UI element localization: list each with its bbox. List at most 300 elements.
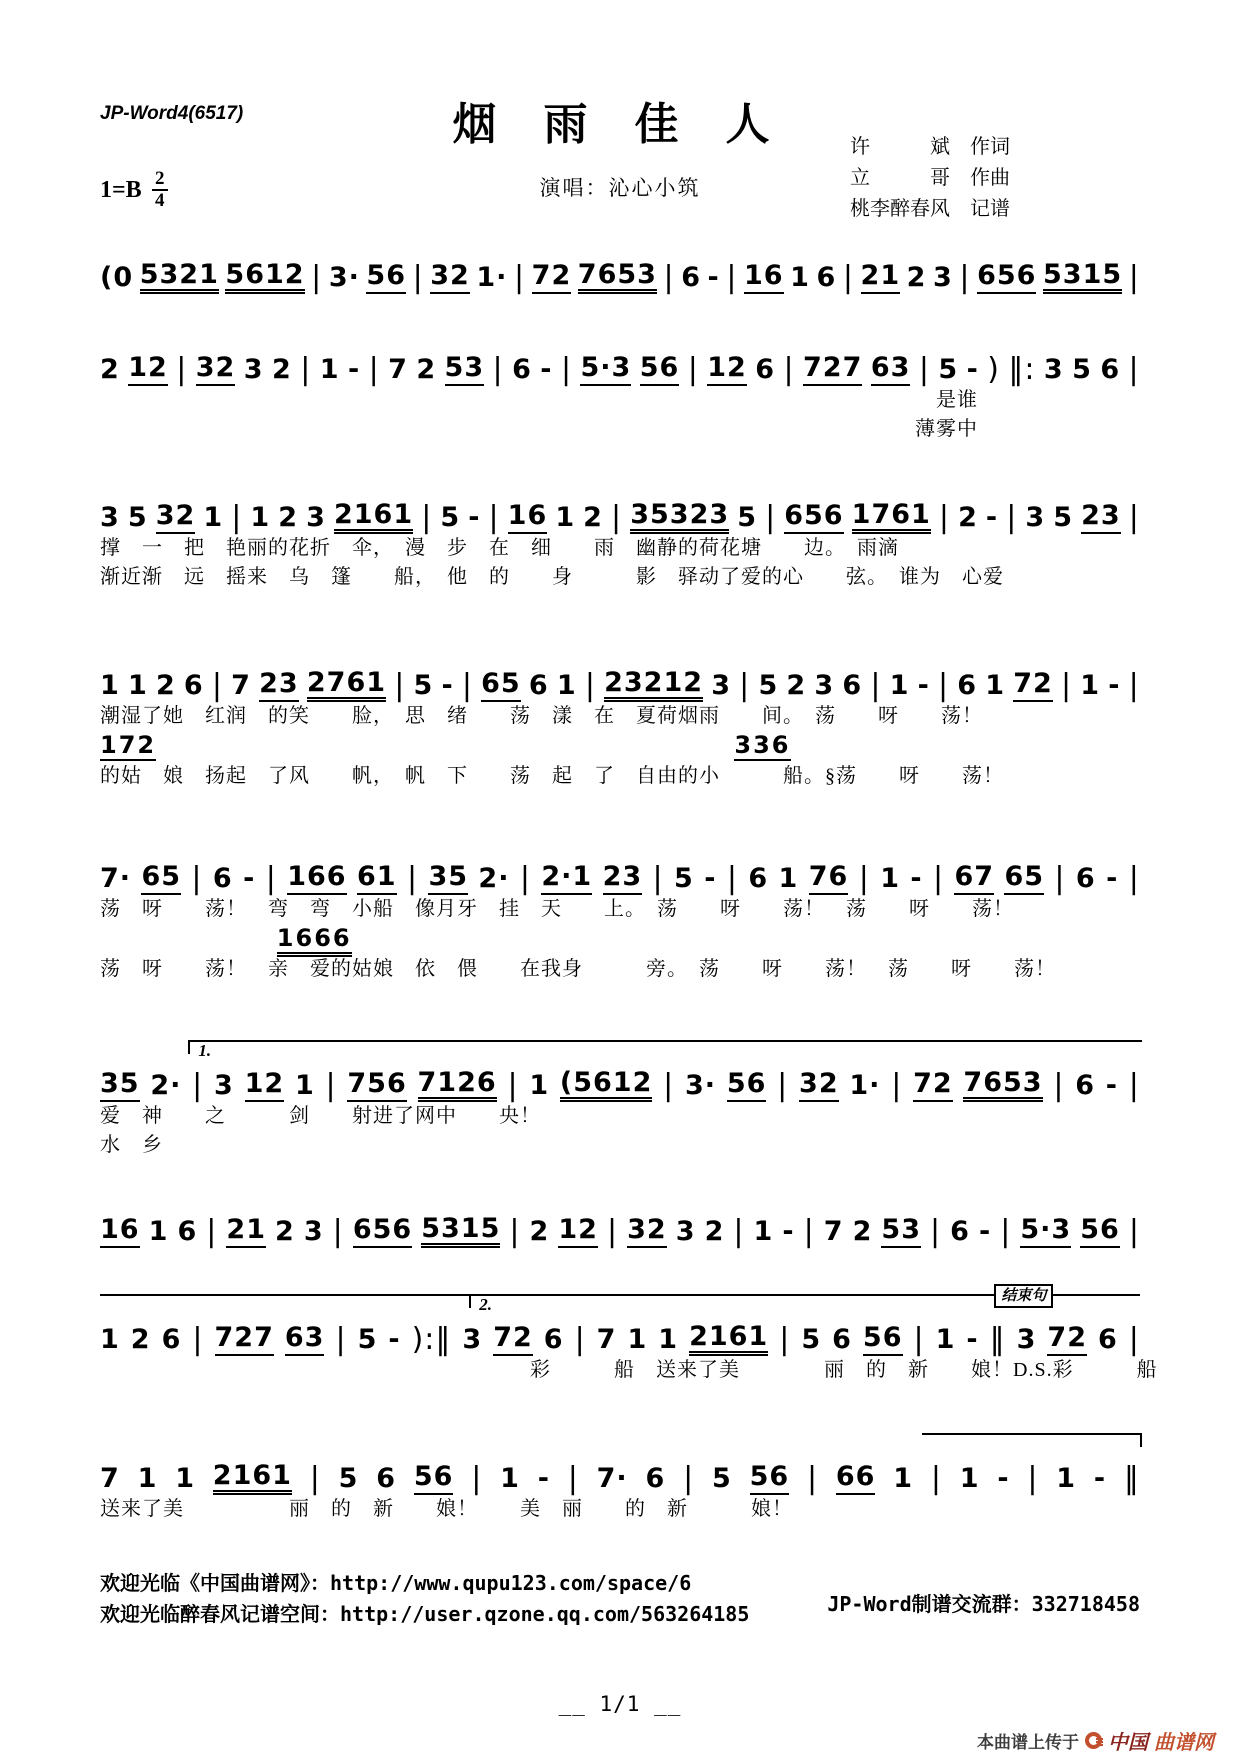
- note-token: 2761: [307, 669, 386, 702]
- footer-urls: [100, 1568, 749, 1630]
- note-token: 3: [814, 670, 835, 701]
- barline: -: [978, 1216, 992, 1247]
- music-system: [100, 849, 1140, 984]
- barline: -: [917, 670, 930, 701]
- note-token: 2·1: [541, 863, 592, 895]
- time-signature: [152, 170, 168, 210]
- note-token: 756: [347, 1070, 406, 1102]
- note-token: 35323: [630, 501, 729, 534]
- barline: -: [540, 354, 553, 385]
- barline: ‖: [989, 1322, 1006, 1357]
- note-token: 1: [790, 262, 810, 293]
- watermark: [977, 1726, 1214, 1754]
- barline: |: [1128, 1214, 1140, 1249]
- lyric-line: 撑 一 把 艳丽的花折 伞， 漫 步 在 细 雨 幽静的荷花塘 边。 雨滴: [100, 537, 899, 559]
- note-token: 6: [645, 1463, 666, 1494]
- barline: |: [687, 352, 699, 387]
- note-token: 61: [357, 863, 397, 895]
- note-token: 2: [786, 670, 807, 701]
- barline: |: [206, 1214, 218, 1249]
- note-token: 1: [935, 1324, 956, 1355]
- note-token: 2: [100, 354, 120, 385]
- barline: |: [191, 861, 203, 896]
- barline: |: [803, 1214, 815, 1249]
- ossia-note: 172: [100, 731, 157, 759]
- note-token: 2: [416, 354, 437, 385]
- note-token: 1: [959, 1463, 980, 1494]
- note-token: 3: [711, 670, 731, 701]
- barline: -: [910, 863, 923, 894]
- barline: -: [782, 1216, 795, 1247]
- note-token: 32: [799, 1070, 839, 1102]
- volta-row: [100, 1282, 1140, 1314]
- note-token: 53: [445, 354, 485, 386]
- barline: |: [733, 1214, 745, 1249]
- note-token: 5: [1053, 502, 1074, 533]
- note-token: 72: [1013, 670, 1053, 702]
- music-line: [100, 1449, 1140, 1495]
- note-token: 1: [1056, 1463, 1077, 1494]
- note-token: 56: [366, 262, 406, 294]
- note-token: (0: [100, 262, 134, 293]
- note-token: 6: [161, 1324, 182, 1355]
- note-token: 65: [481, 670, 521, 702]
- note-token: 1: [250, 502, 271, 533]
- note-token: 6: [376, 1463, 397, 1494]
- composer-credit: 立 哥 作曲: [850, 167, 1010, 189]
- key-signature: [100, 170, 168, 210]
- note-token: 7: [388, 354, 408, 385]
- note-token: 72: [532, 262, 572, 294]
- note-token: 3: [303, 1216, 324, 1247]
- barline: |: [726, 861, 738, 896]
- barline: -: [966, 1324, 979, 1355]
- note-token: 1: [294, 1070, 315, 1101]
- lyric-line: 荡 呀 荡！ 亲 爱的姑娘 依 偎 在我身 旁。 荡 呀 荡！ 荡 呀 荡！: [100, 958, 1056, 980]
- barline: -: [468, 502, 481, 533]
- note-token: 7: [823, 1216, 844, 1247]
- lyric-line: 彩 船 送来了美 丽 的 新 娘！D.S.彩 船: [530, 1359, 1158, 1381]
- note-token: 1: [127, 670, 148, 701]
- note-token: 32: [156, 502, 196, 534]
- volta-row: [100, 1028, 1140, 1060]
- barline: |: [265, 861, 277, 896]
- lyric-line: 是谁: [936, 389, 978, 411]
- barline: |: [652, 861, 664, 896]
- note-token: 727: [215, 1324, 274, 1356]
- barline: |: [959, 260, 971, 295]
- performer-line: 演唱：沁心小筑: [539, 176, 701, 200]
- barline: |: [726, 260, 738, 295]
- watermark-brand-primary: 中国: [1108, 1732, 1148, 1754]
- note-token: 65: [141, 863, 181, 895]
- note-token: 1: [889, 670, 910, 701]
- transcriber-credit: 桃李醉春风 记谱: [850, 198, 1010, 220]
- ossia-note: 336: [734, 731, 791, 759]
- volta-label: 1.: [198, 1041, 212, 1060]
- barline: |: [1128, 668, 1140, 703]
- barline: |: [211, 668, 223, 703]
- note-token: 656: [977, 262, 1036, 294]
- barline: |: [567, 1461, 579, 1496]
- note-token: 7653: [963, 1069, 1042, 1102]
- barline: |: [394, 668, 406, 703]
- ending-phrase-bracket: [994, 1288, 1140, 1308]
- key-label: 1=B: [100, 176, 142, 203]
- note-token: 2: [852, 1216, 873, 1247]
- note-token: 1: [319, 354, 340, 385]
- note-token: 32: [627, 1216, 667, 1248]
- barline: |: [606, 1214, 619, 1249]
- note-token: 1: [985, 670, 1006, 701]
- barline: |: [1128, 1068, 1140, 1103]
- note-token: 3: [1025, 502, 1046, 533]
- note-token: 56: [1080, 1216, 1120, 1248]
- barline: |: [560, 352, 573, 387]
- barline: |: [1027, 1461, 1039, 1496]
- note-token: 1·: [476, 262, 508, 293]
- note-token: 3: [100, 502, 120, 533]
- note-token: 1: [893, 1463, 914, 1494]
- barline: -: [388, 1324, 401, 1355]
- barline: |: [421, 500, 433, 535]
- note-token: 5: [413, 670, 434, 701]
- music-system: [100, 1202, 1140, 1248]
- note-token: 3: [243, 354, 264, 385]
- barline: |: [1000, 1214, 1012, 1249]
- note-token: 5: [711, 1463, 732, 1494]
- note-token: 656: [353, 1216, 412, 1248]
- note-token: 2: [529, 1216, 550, 1247]
- barline: |: [325, 1068, 337, 1103]
- note-token: 6: [177, 1216, 198, 1247]
- note-token: 56: [727, 1070, 767, 1102]
- note-token: 6: [832, 1324, 852, 1355]
- note-token: 6: [528, 670, 549, 701]
- qupu-logo-icon: [1085, 1732, 1102, 1749]
- lyric-line: 潮湿了她 红润 的笑 脸， 思 绪 荡 漾 在 夏荷烟雨 间。 荡 呀 荡！: [100, 705, 983, 727]
- note-token: 6: [748, 863, 769, 894]
- music-system: [100, 248, 1140, 294]
- note-token: 5: [737, 502, 757, 533]
- note-token: 6: [212, 863, 233, 894]
- note-token: 6: [543, 1324, 564, 1355]
- note-token: 7: [231, 670, 251, 701]
- note-token: 32: [430, 262, 470, 294]
- barline: |: [574, 1322, 586, 1357]
- note-token: 1: [627, 1324, 648, 1355]
- page-number: __ 1/1 __: [558, 1692, 682, 1716]
- note-token: 6: [957, 670, 978, 701]
- barline: |: [471, 1461, 483, 1496]
- time-denominator: 4: [154, 190, 165, 211]
- note-token: 7126: [418, 1069, 497, 1102]
- watermark-prefix: 本曲谱上传于: [977, 1733, 1079, 1752]
- music-line: [100, 656, 1140, 702]
- barline: |: [683, 1461, 695, 1496]
- barline: |: [412, 260, 424, 295]
- note-token: 65: [1004, 863, 1044, 895]
- barline: |: [300, 352, 312, 387]
- note-token: 1: [175, 1463, 195, 1494]
- note-token: 1: [148, 1216, 169, 1247]
- note-token: 35: [428, 863, 468, 895]
- note-token: 1761: [852, 501, 931, 534]
- note-token: 16: [100, 1216, 140, 1248]
- barline: -: [997, 1463, 1010, 1494]
- note-token: 21: [861, 262, 901, 294]
- qupu-site-line: 欢迎光临《中国曲谱网》：http://www.qupu123.com/space/6: [100, 1571, 692, 1595]
- music-system: [100, 1028, 1140, 1160]
- music-line: [100, 849, 1140, 895]
- music-system: [100, 1282, 1158, 1385]
- barline: |: [739, 668, 751, 703]
- note-token: 727: [803, 354, 862, 386]
- note-token: 7653: [578, 261, 657, 294]
- volta-bracket: [469, 1294, 996, 1314]
- music-line: [100, 340, 1140, 386]
- note-token: 5: [674, 863, 694, 894]
- note-token: 16: [744, 262, 784, 294]
- note-token: 5612: [225, 261, 304, 294]
- barline: |: [231, 500, 243, 535]
- note-token: 23: [259, 670, 299, 702]
- volta-bracket: [922, 1433, 1142, 1447]
- barline: -: [1108, 670, 1121, 701]
- music-line: [100, 1310, 1140, 1356]
- barline: |: [519, 861, 531, 896]
- lyricist-credit: 许 斌 作词: [850, 136, 1010, 158]
- note-token: 1: [556, 670, 577, 701]
- music-line: [100, 1202, 1140, 1248]
- note-token: 6: [681, 262, 701, 293]
- note-token: 3: [306, 502, 326, 533]
- note-token: 76: [809, 863, 849, 895]
- barline: |: [488, 500, 500, 535]
- note-token: 66: [836, 1463, 876, 1495]
- note-token: 6: [183, 670, 204, 701]
- note-token: 32: [196, 354, 236, 386]
- barline: |: [937, 668, 950, 703]
- note-token: 3·: [328, 262, 360, 293]
- barline: |: [368, 352, 380, 387]
- volta-row: [100, 1421, 1140, 1449]
- barline: |: [1054, 861, 1066, 896]
- note-token: 5·3: [1020, 1216, 1071, 1248]
- note-token: 23: [603, 863, 643, 895]
- watermark-brand-secondary: 曲谱网: [1154, 1732, 1214, 1754]
- note-token: 6: [816, 262, 837, 293]
- note-token: 67: [954, 863, 994, 895]
- note-token: 2: [958, 502, 978, 533]
- lyric-line: 薄雾中: [915, 418, 978, 440]
- barline: |: [492, 352, 504, 387]
- note-token: 21: [226, 1216, 266, 1248]
- barline: ‖:: [1008, 352, 1036, 387]
- note-token: 56: [863, 1324, 903, 1356]
- note-token: 5: [801, 1324, 822, 1355]
- barline: |: [938, 500, 950, 535]
- music-system: [100, 1421, 1140, 1524]
- note-token: 2·: [150, 1070, 182, 1101]
- barline: -: [441, 670, 454, 701]
- time-numerator: 2: [154, 168, 165, 189]
- barline: -: [704, 863, 717, 894]
- note-token: 1: [880, 863, 900, 894]
- barline: |: [1128, 352, 1140, 387]
- note-token: 2: [583, 502, 603, 533]
- music-system: [100, 340, 1140, 444]
- volta-bracket: [188, 1040, 1142, 1060]
- barline: -: [985, 502, 999, 533]
- barline: |: [1128, 260, 1140, 295]
- note-token: 7: [100, 1463, 120, 1494]
- note-token: 1: [137, 1463, 158, 1494]
- music-line: [100, 488, 1140, 534]
- note-token: 6: [1100, 354, 1121, 385]
- barline: ‖: [1123, 1461, 1140, 1496]
- note-token: 5: [357, 1324, 378, 1355]
- barline: |: [842, 260, 854, 295]
- note-token: 12: [245, 1070, 285, 1102]
- ending-label-box: 结束句: [994, 1284, 1053, 1308]
- note-token: 1: [203, 502, 224, 533]
- barline: |: [507, 1068, 519, 1103]
- barline: |: [1128, 861, 1140, 896]
- music-line: [100, 1056, 1140, 1102]
- volta-bracket: [100, 1294, 469, 1308]
- note-token: 72: [913, 1070, 953, 1102]
- note-token: 2: [271, 354, 292, 385]
- barline: |: [584, 668, 596, 703]
- barline: |: [335, 1322, 347, 1357]
- note-token: 2161: [689, 1323, 768, 1356]
- barline: |: [509, 1214, 521, 1249]
- barline: |: [1128, 1322, 1140, 1357]
- note-token: 3: [214, 1070, 234, 1101]
- note-token: 23212: [604, 669, 703, 702]
- qzone-site-line: 欢迎光临醉春风记谱空间：http://user.qzone.qq.com/563264185: [100, 1602, 750, 1626]
- note-token: 1: [100, 1324, 120, 1355]
- ossia-row: [100, 924, 1140, 955]
- note-token: (5612: [560, 1069, 653, 1102]
- note-token: 6: [950, 1216, 970, 1247]
- note-token: 3: [675, 1216, 696, 1247]
- barline: |: [513, 260, 526, 295]
- note-token: 12: [707, 354, 747, 386]
- note-token: 12: [558, 1216, 598, 1248]
- note-token: 1: [753, 1216, 774, 1247]
- note-token: 3: [933, 262, 953, 293]
- note-token: 7·: [100, 863, 132, 894]
- program-label: JP-Word4(6517): [100, 103, 244, 124]
- note-token: 6: [842, 670, 863, 701]
- note-token: 1: [555, 502, 576, 533]
- note-token: 6: [512, 354, 532, 385]
- barline: |: [406, 861, 419, 896]
- note-token: 6: [1075, 863, 1096, 894]
- barline: |: [777, 1068, 789, 1103]
- barline: |: [870, 668, 882, 703]
- barline: |: [779, 1322, 791, 1357]
- note-token: 3: [1043, 354, 1064, 385]
- barline: |: [311, 260, 323, 295]
- note-token: 5·3: [580, 354, 631, 386]
- barline: |: [1053, 1068, 1065, 1103]
- note-token: 6: [1098, 1324, 1118, 1355]
- barline: |: [461, 668, 473, 703]
- score-body: [100, 240, 1158, 1524]
- barline: |: [858, 861, 870, 896]
- note-token: 1: [778, 863, 799, 894]
- barline: ):‖: [411, 1322, 452, 1357]
- note-token: 1: [529, 1070, 550, 1101]
- ossia-note: 1666: [277, 924, 352, 957]
- barline: |: [891, 1068, 903, 1103]
- note-token: 6: [1075, 1070, 1096, 1101]
- note-token: 5: [440, 502, 461, 533]
- note-token: 1: [100, 670, 120, 701]
- note-token: 12: [128, 354, 168, 386]
- barline: |: [1060, 668, 1073, 703]
- note-token: 72: [1047, 1324, 1087, 1356]
- note-token: 2·: [478, 863, 510, 894]
- barline: |: [930, 1461, 942, 1496]
- note-token: 2: [155, 670, 176, 701]
- note-token: 56: [414, 1463, 454, 1495]
- barline: |: [806, 1461, 819, 1496]
- barline: |: [918, 352, 930, 387]
- music-system: [100, 656, 1140, 791]
- note-token: 56: [640, 354, 680, 386]
- note-token: 2: [704, 1216, 725, 1247]
- barline: |: [930, 1214, 942, 1249]
- barline: -: [966, 354, 979, 385]
- note-token: 5: [758, 670, 779, 701]
- barline: -: [243, 863, 256, 894]
- note-token: 23: [1081, 502, 1121, 534]
- volta-label: 2.: [479, 1295, 492, 1314]
- note-token: 2161: [213, 1462, 292, 1495]
- barline: -: [1105, 1070, 1118, 1101]
- barline: -: [1093, 1463, 1107, 1494]
- note-token: 35: [100, 1070, 140, 1102]
- barline: |: [332, 1214, 344, 1249]
- lyric-line: 荡 呀 荡！ 弯 弯 小船 像月牙 挂 天 上。 荡 呀 荡！ 荡 呀 荡！: [100, 898, 1014, 920]
- note-token: 63: [871, 354, 911, 386]
- barline: -: [347, 354, 361, 385]
- lyric-line: 渐近渐 远 摇来 乌 篷 船， 他 的 身 影 驿动了爱的心 弦。 谁为 心爱: [100, 566, 1004, 588]
- barline: -: [1106, 863, 1119, 894]
- note-token: 5: [338, 1463, 359, 1494]
- barline: |: [1006, 500, 1018, 535]
- ossia-row: [100, 731, 1140, 762]
- note-token: 5: [127, 502, 148, 533]
- barline: |: [192, 1068, 204, 1103]
- barline: -: [537, 1463, 550, 1494]
- note-token: 3: [1016, 1324, 1037, 1355]
- note-token: 53: [881, 1216, 921, 1248]
- barline: |: [611, 500, 623, 535]
- note-token: 2: [278, 502, 299, 533]
- note-token: 656: [784, 502, 843, 534]
- note-token: 7·: [596, 1463, 628, 1494]
- barline: -: [707, 262, 720, 293]
- note-token: 3·: [685, 1070, 717, 1101]
- note-token: 56: [750, 1463, 790, 1495]
- note-token: 1: [658, 1324, 679, 1355]
- barline: |: [663, 1068, 675, 1103]
